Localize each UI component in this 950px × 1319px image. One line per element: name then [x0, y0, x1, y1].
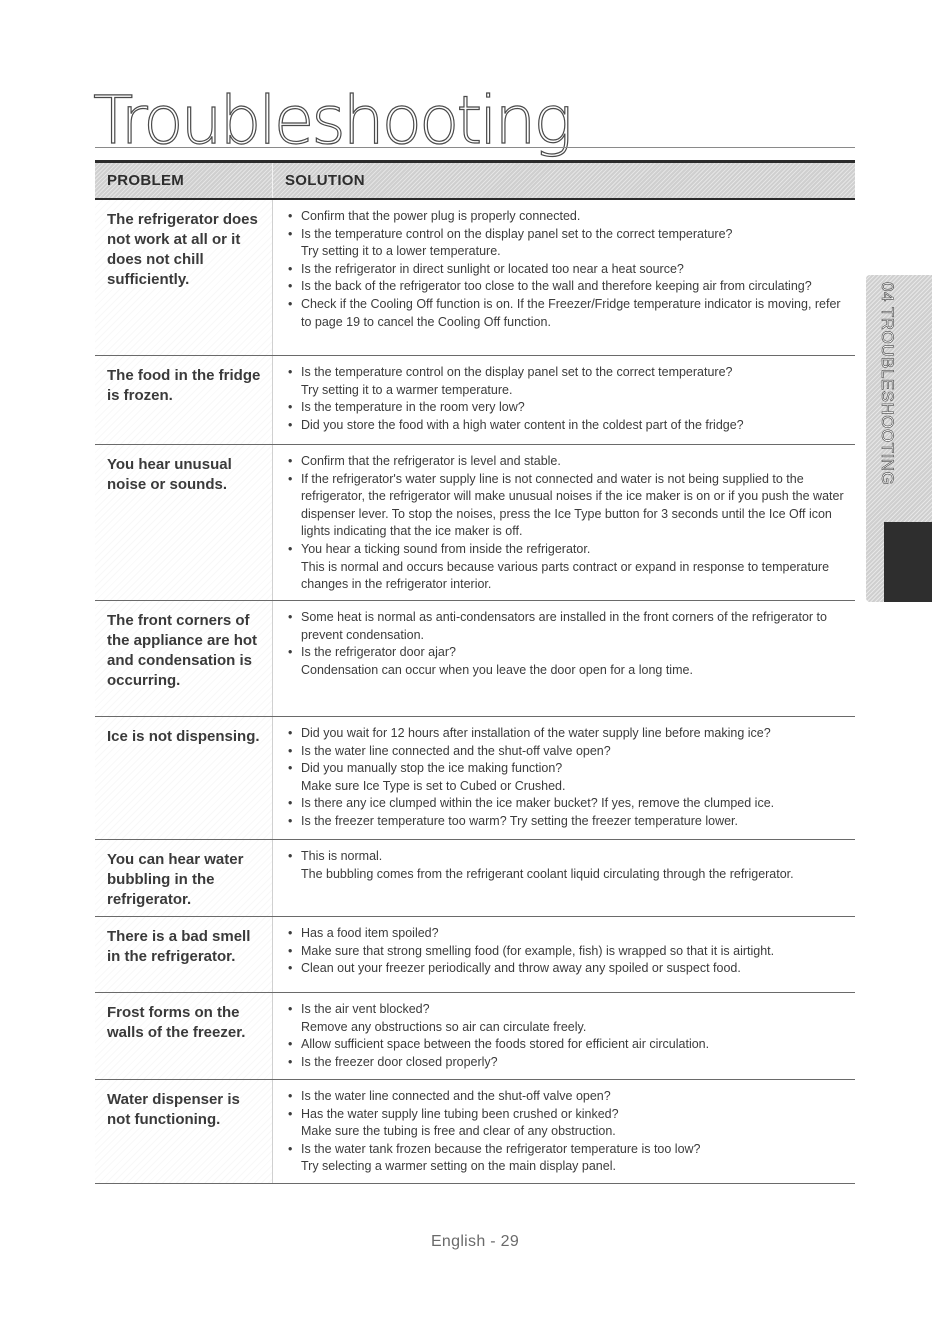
problem-cell: You hear unusual noise or sounds.: [95, 445, 273, 600]
problem-cell: Frost forms on the walls of the freezer.: [95, 993, 273, 1079]
solution-item: [287, 364, 845, 399]
solution-item: [287, 795, 845, 813]
solution-text: • Is the air vent blocked?: [301, 1002, 430, 1016]
solution-text: • Is the temperature in the room very low?: [301, 400, 525, 415]
solution-item: [287, 725, 845, 743]
page-footer: English - 29: [430, 1233, 520, 1250]
solution-text: • Confirm that the power plug is properly connected.: [301, 209, 581, 223]
solution-text: • Is the water line connected and the shut-off valve open?: [301, 743, 611, 758]
solution-item: [287, 960, 845, 978]
solution-item: [287, 261, 845, 279]
solution-detail: Make sure the tubing is free and clear of any obstruction.: [301, 1124, 616, 1139]
problem-cell: The food in the fridge is frozen.: [95, 356, 273, 444]
solution-item: [287, 1036, 845, 1054]
table-row: [95, 840, 855, 917]
table-row: [95, 601, 855, 717]
problem-cell: There is a bad smell in the refrigerator.: [95, 917, 273, 992]
problem-cell: Water dispenser is not functioning.: [95, 1080, 273, 1183]
solution-item: [287, 760, 845, 795]
solution-list: [287, 453, 845, 594]
table-row: [95, 445, 855, 601]
solution-text: • This is normal.: [301, 849, 383, 863]
solution-list: [287, 1001, 845, 1071]
problem-cell: The front corners of the appliance are hot and condensation is occurring.: [95, 601, 273, 716]
table-row: [95, 993, 855, 1080]
solution-cell: [273, 601, 855, 716]
solution-item: [287, 813, 845, 831]
solution-cell: [273, 445, 855, 600]
solution-item: [287, 848, 845, 883]
header-problem: PROBLEM: [95, 163, 273, 198]
solution-cell: [273, 356, 855, 444]
solution-item: [287, 296, 845, 331]
solution-list: [287, 848, 845, 883]
solution-text: • Did you wait for 12 hours after installation of the water supply line before making ice?: [301, 726, 771, 740]
table-row: [95, 717, 855, 840]
solution-item: [287, 1054, 845, 1072]
solution-item: [287, 417, 845, 435]
table-body: [95, 200, 855, 1184]
solution-text: • If the refrigerator's water supply line is not connected and water is not being supplied to the refrigerator, the refrigerator will make unusual noises if the ice maker is on or if you push the water dispenser lever. To stop the noises, press the Ice Type button for 3 seconds until the Ice Off icon lights indicating that the ice maker is off.: [301, 471, 844, 539]
solution-text: • Make sure that strong smelling food (for example, fish) is wrapped so that it is airtight.: [301, 943, 775, 958]
troubleshooting-table: [95, 160, 855, 1184]
solution-cell: [273, 840, 855, 916]
solution-cell: [273, 993, 855, 1079]
solution-item: [287, 1106, 845, 1141]
solution-cell: [273, 917, 855, 992]
solution-list: [287, 208, 845, 331]
solution-text: • Has the water supply line tubing been crushed or kinked?: [301, 1106, 619, 1121]
solution-text: • Is the back of the refrigerator too close to the wall and therefore keeping air from circulating?: [301, 279, 812, 294]
solution-text: • Allow sufficient space between the foods stored for efficient air circulation.: [301, 1037, 710, 1052]
table-row: [95, 917, 855, 993]
solution-item: [287, 1001, 845, 1036]
problem-cell: Ice is not dispensing.: [95, 717, 273, 839]
solution-list: [287, 609, 845, 679]
table-row: [95, 356, 855, 445]
solution-text: • Is the refrigerator door ajar?: [301, 645, 456, 660]
solution-detail: Make sure Ice Type is set to Cubed or Crushed.: [301, 778, 566, 793]
solution-detail: The bubbling comes from the refrigerant coolant liquid circulating through the refrigerator.: [301, 866, 794, 881]
solution-item: [287, 226, 845, 261]
solution-text: • Is the temperature control on the display panel set to the correct temperature?: [301, 365, 733, 379]
table-row: [95, 1080, 855, 1184]
solution-item: [287, 925, 845, 943]
solution-item: [287, 1141, 845, 1176]
solution-item: [287, 541, 845, 594]
solution-cell: [273, 1080, 855, 1183]
solution-text: • Clean out your freezer periodically and throw away any spoiled or suspect food.: [301, 961, 741, 976]
solution-detail: Condensation can occur when you leave the door open for a long time.: [301, 662, 693, 677]
solution-item: [287, 644, 845, 679]
solution-text: • Did you manually stop the ice making function?: [301, 761, 563, 776]
solution-text: • Some heat is normal as anti-condensators are installed in the front corners of the refrigerator to prevent condensation.: [301, 610, 827, 642]
chapter-tab-marker: [884, 522, 932, 602]
problem-cell: You can hear water bubbling in the refrigerator.: [95, 840, 273, 916]
solution-text: • You hear a ticking sound from inside the refrigerator.: [301, 541, 591, 556]
solution-text: • Is the water tank frozen because the refrigerator temperature is too low?: [301, 1141, 701, 1156]
solution-text: • Is the refrigerator in direct sunlight or located too near a heat source?: [301, 261, 684, 276]
solution-list: [287, 725, 845, 831]
solution-text: • Did you store the food with a high water content in the coldest part of the fridge?: [301, 417, 744, 432]
solution-item: [287, 399, 845, 417]
solution-detail: Try setting it to a warmer temperature.: [301, 382, 513, 397]
page-title: Troubleshooting: [93, 82, 570, 159]
solution-detail: Try setting it to a lower temperature.: [301, 244, 501, 259]
solution-list: [287, 364, 845, 434]
solution-list: [287, 925, 845, 978]
solution-item: [287, 471, 845, 541]
solution-detail: This is normal and occurs because various parts contract or expand in response to temperature changes in the refrigerator interior.: [301, 559, 830, 592]
solution-item: [287, 943, 845, 961]
solution-item: [287, 278, 845, 296]
solution-text: • Is the temperature control on the display panel set to the correct temperature?: [301, 226, 733, 241]
table-header: [95, 160, 855, 200]
header-solution: SOLUTION: [273, 163, 855, 198]
solution-item: [287, 609, 845, 644]
solution-text: • Is the water line connected and the shut-off valve open?: [301, 1089, 611, 1103]
solution-cell: [273, 717, 855, 839]
solution-text: • Has a food item spoiled?: [301, 926, 439, 940]
solution-text: • Is the freezer door closed properly?: [301, 1054, 498, 1069]
table-row: [95, 200, 855, 356]
solution-text: • Confirm that the refrigerator is level and stable.: [301, 454, 561, 468]
solution-item: [287, 208, 845, 226]
solution-text: • Check if the Cooling Off function is on. If the Freezer/Fridge temperature indicator is moving, refer to page 19 to cancel the Cooling Off function.: [301, 296, 841, 329]
solution-text: • Is the freezer temperature too warm? Try setting the freezer temperature lower.: [301, 813, 738, 828]
title-divider: [95, 147, 855, 148]
solution-item: [287, 1088, 845, 1106]
solution-detail: Try selecting a warmer setting on the main display panel.: [301, 1159, 616, 1174]
chapter-tab-label: 04 TROUBLESHOOTING: [878, 282, 897, 486]
solution-item: [287, 743, 845, 761]
solution-cell: [273, 200, 855, 355]
solution-text: • Is there any ice clumped within the ice maker bucket? If yes, remove the clumped ice.: [301, 796, 775, 811]
solution-list: [287, 1088, 845, 1176]
solution-item: [287, 453, 845, 471]
problem-cell: The refrigerator does not work at all or it does not chill sufficiently.: [95, 200, 273, 355]
solution-detail: Remove any obstructions so air can circulate freely.: [301, 1019, 587, 1034]
